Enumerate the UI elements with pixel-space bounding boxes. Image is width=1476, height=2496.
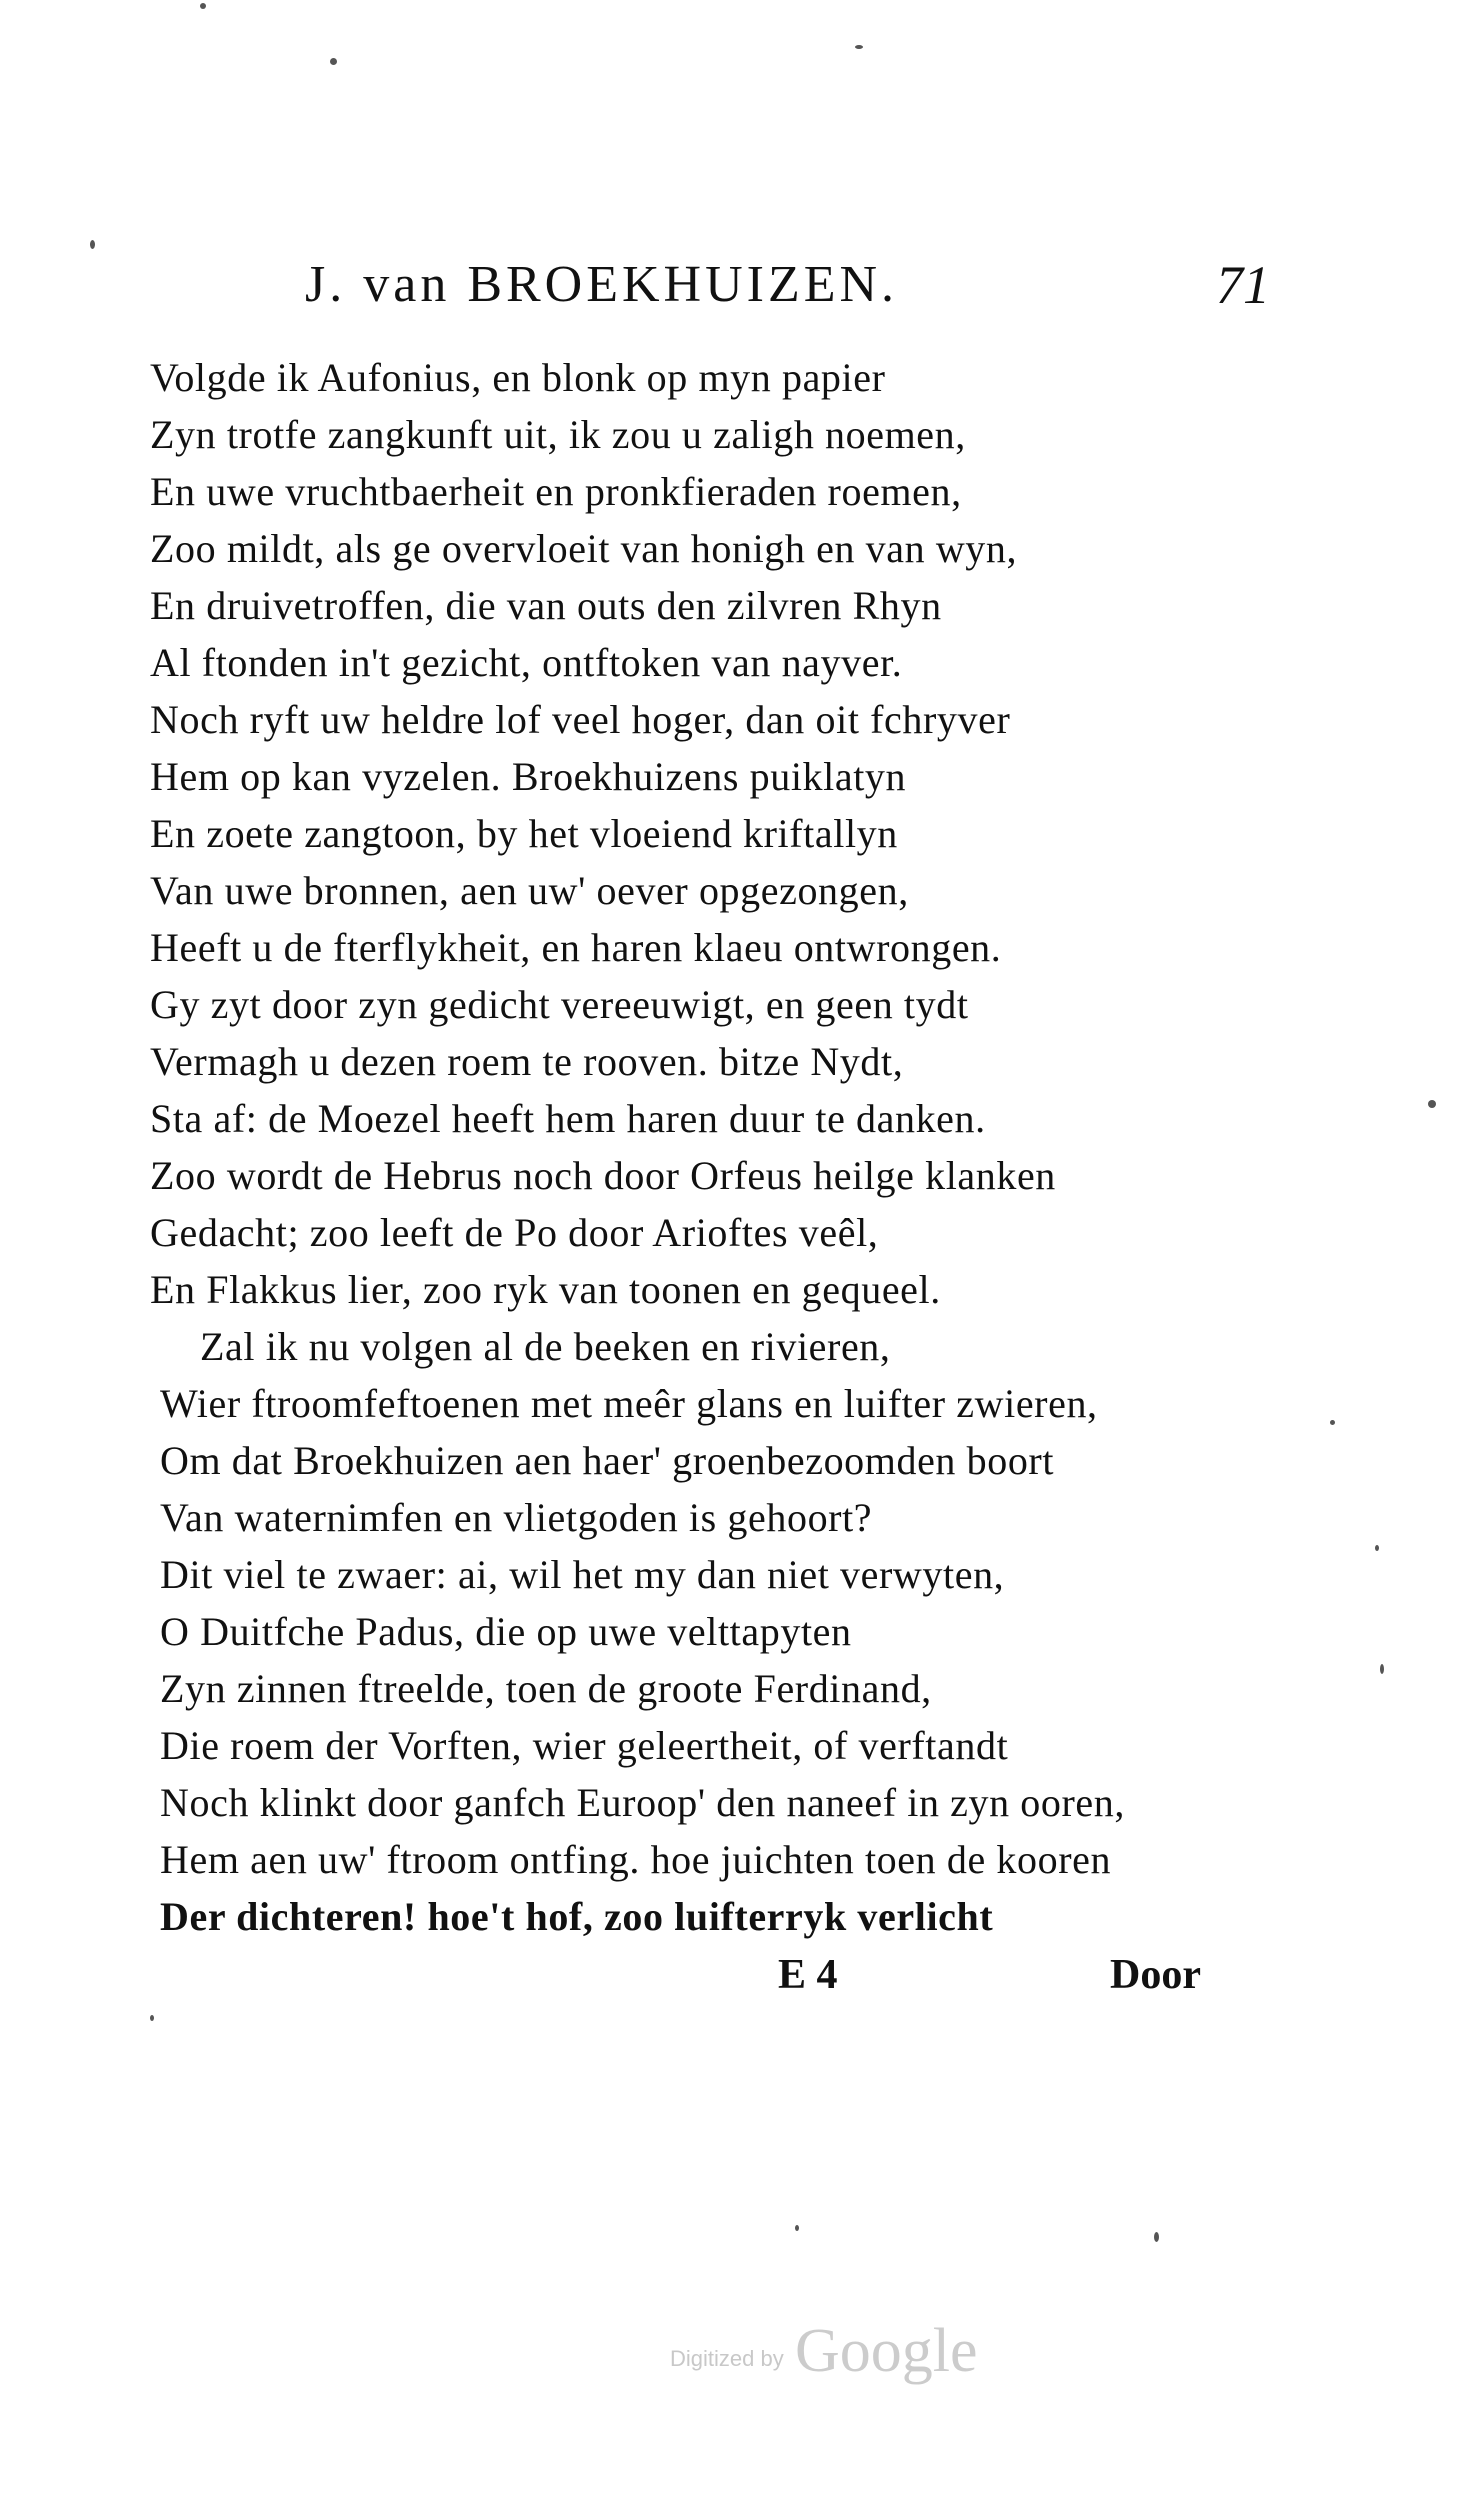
verse-line: O Duitfche Padus, die op uwe velttapyten [160, 1609, 852, 1654]
digitized-watermark [670, 2316, 990, 2386]
signature-mark: E 4 [778, 1952, 838, 1998]
scan-speck [200, 3, 206, 9]
verse-line: En zoete zangtoon, by het vloeiend kriftallyn [150, 811, 898, 856]
scan-speck [1375, 1545, 1379, 1551]
verse-line: Vermagh u dezen roem te rooven. bitze Nydt, [150, 1039, 904, 1084]
verse-line: Hem aen uw' ftroom ontfing. hoe juichten toen de kooren [160, 1837, 1112, 1882]
verse-line: Der dichteren! hoe't hof, zoo luifterryk verlicht [160, 1894, 994, 1939]
verse-line: Van waternimfen en vlietgoden is gehoort? [160, 1495, 873, 1540]
scan-speck [1154, 2232, 1159, 2242]
running-title: J. van BROEKHUIZEN. [305, 256, 899, 313]
google-logo: Google [795, 2317, 978, 2385]
scan-speck [1428, 1100, 1436, 1108]
verse-line: Hem op kan vyzelen. Broekhuizens puiklatyn [150, 754, 907, 799]
verse-line: Zyn zinnen ftreelde, toen de groote Ferdinand, [160, 1666, 932, 1711]
scan-speck [795, 2225, 799, 2231]
verse-line: Zal ik nu volgen al de beeken en rivieren, [200, 1324, 891, 1369]
verse-line: Zoo mildt, als ge overvloeit van honigh en van wyn, [150, 526, 1018, 571]
verse-line: Gy zyt door zyn gedicht vereeuwigt, en geen tydt [150, 982, 969, 1027]
verse-line: Dit viel te zwaer: ai, wil het my dan niet verwyten, [160, 1552, 1005, 1597]
verse-line: Gedacht; zoo leeft de Po door Arioftes veêl, [150, 1210, 879, 1255]
verse-line: Zoo wordt de Hebrus noch door Orfeus heilge klanken [150, 1153, 1056, 1198]
verse-line: Noch ryft uw heldre lof veel hoger, dan oit fchryver [150, 697, 1011, 742]
scan-speck [1380, 1664, 1384, 1674]
scan-speck [90, 240, 95, 249]
verse-line: Zyn trotfe zangkunft uit, ik zou u zaligh noemen, [150, 412, 966, 457]
verse-line: Volgde ik Aufonius, en blonk op myn papier [150, 355, 886, 400]
verse-line: Van uwe bronnen, aen uw' oever opgezongen, [150, 868, 909, 913]
verse-line: Noch klinkt door ganfch Euroop' den naneef in zyn ooren, [160, 1780, 1125, 1825]
verse-line: Al ftonden in't gezicht, ontftoken van nayver. [150, 640, 903, 685]
scan-speck [1330, 1420, 1335, 1425]
verse-line: En druivetroffen, die van outs den zilvren Rhyn [150, 583, 942, 628]
verse-line: En Flakkus lier, zoo ryk van toonen en gequeel. [150, 1267, 941, 1312]
verse-line: Die roem der Vorften, wier geleertheit, of verftandt [160, 1723, 1009, 1768]
verse-line: Wier ftroomfeftoenen met meêr glans en luifter zwieren, [160, 1381, 1098, 1426]
scan-speck [330, 58, 337, 65]
page-number: 71 [1216, 255, 1270, 315]
verse-line: En uwe vruchtbaerheit en pronkfieraden roemen, [150, 469, 962, 514]
verse-line: Om dat Broekhuizen aen haer' groenbezoomden boort [160, 1438, 1055, 1483]
verse-line: Heeft u de fterflykheit, en haren klaeu ontwrongen. [150, 925, 1002, 970]
watermark-prefix: Digitized by [670, 2346, 784, 2371]
catchword: Door [1110, 1952, 1201, 1998]
scan-speck [855, 45, 863, 49]
verse-line: Sta af: de Moezel heeft hem haren duur te danken. [150, 1096, 986, 1141]
scan-speck [150, 2015, 154, 2021]
